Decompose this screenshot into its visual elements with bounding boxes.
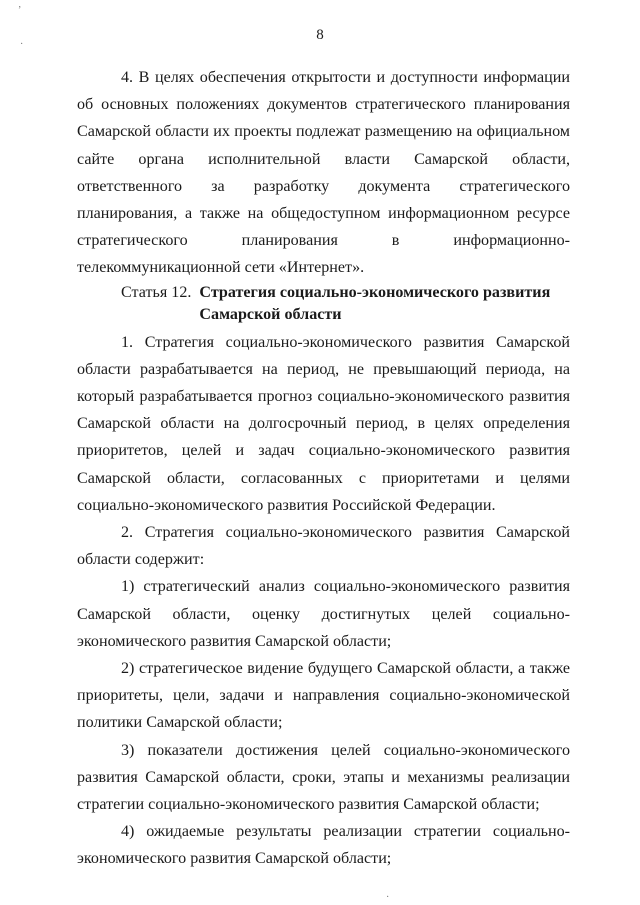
scan-mark-icon: ’ — [18, 5, 22, 16]
article-title: Стратегия социально-экономического развития Самарской области — [199, 283, 551, 323]
list-item-3-indicators: 3) показатели достижения целей социально-экономического развития Самарской области, сроки, этапы и механизмы реализации стратегии социально-экономического развития Самарской области; — [77, 741, 570, 814]
page-number: 8 — [316, 27, 324, 43]
scan-mark-icon: · — [20, 39, 24, 50]
list-item-2-vision: 2) стратегическое видение будущего Самарской области, а также приоритеты, цели, задачи и направления социально-экономической политики Самарской области; — [77, 660, 570, 732]
list-item-1-analysis: 1) стратегический анализ социально-экономического развития Самарской области, оценку достигнутых целей социально-экономического развития Самарской области; — [77, 578, 570, 650]
document-body — [77, 64, 570, 873]
paragraph-item-4-publication: 4. В целях обеспечения открытости и доступности информации об основных положениях документов стратегического планирования Самарской области их проекты подлежат размещению на официальном сайте органа исполнительной власти Самарской области, ответственного за разработку документа стратегического планирования, а также на общедоступном информационном ресурсе стратегического планирования в информационно-телекоммуникационной сети «Интернет». — [77, 69, 570, 277]
paragraph-item-1-strategy-period: 1. Стратегия социально-экономического развития Самарской области разрабатывается на период, не превышающий периода, на который разрабатывается прогноз социально-экономического развития Самарской области на долгосрочный период, в целях определения приоритетов, целей и задач социально-экономического развития Самарской области, согласованных с приоритетами и целями социально-экономического развития Российской Федерации. — [77, 333, 570, 514]
paragraph-item-2-strategy-contents: 2. Стратегия социально-экономического развития Самарской области содержит: — [77, 524, 570, 569]
list-item-4-expected-results: 4) ожидаемые результаты реализации стратегии социально-экономического развития Самарской области; — [77, 823, 570, 868]
article-number: Статья 12. — [121, 283, 192, 301]
article-heading — [121, 282, 570, 329]
scan-mark-icon: · — [386, 892, 390, 903]
